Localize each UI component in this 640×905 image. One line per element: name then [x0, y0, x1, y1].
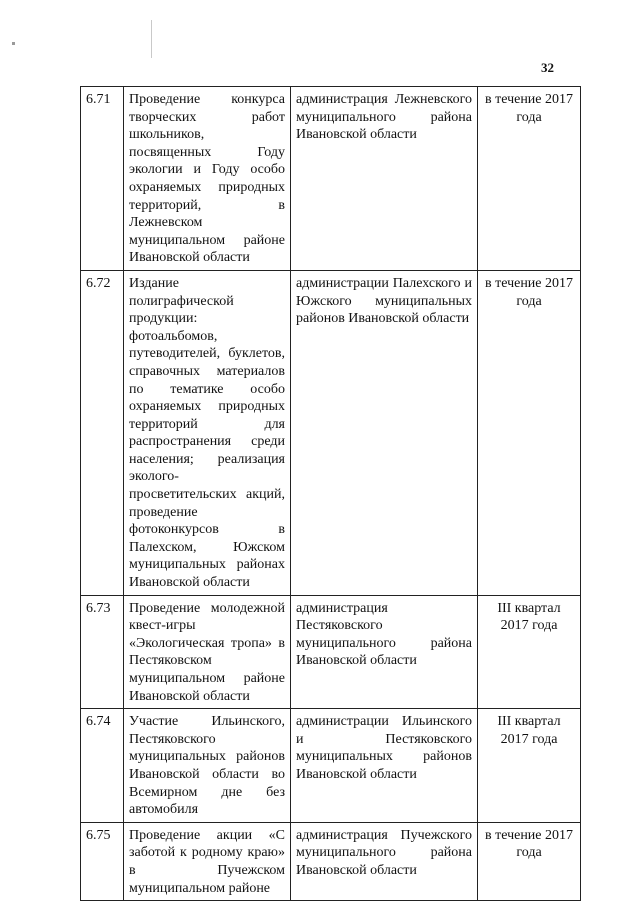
- executor: администрация Пучежского муниципального района Ивановской области: [291, 822, 478, 900]
- term: в течение 2017 года: [478, 270, 581, 595]
- executor: администрации Палехского и Южского муниципальных районов Ивановской области: [291, 270, 478, 595]
- term: III квартал 2017 года: [478, 595, 581, 709]
- scan-dot: [12, 42, 15, 45]
- table-row: [81, 595, 581, 709]
- table-row: [81, 87, 581, 271]
- scan-line: [151, 20, 152, 58]
- executor: администрация Пестяковского муниципального района Ивановской области: [291, 595, 478, 709]
- executor: администрации Ильинского и Пестяковского муниципальных районов Ивановской области: [291, 709, 478, 823]
- event-description: Участие Ильинского, Пестяковского муниципальных районов Ивановской области во Всемирном дне без автомобиля: [124, 709, 291, 823]
- term: в течение 2017 года: [478, 87, 581, 271]
- events-table: [80, 86, 581, 901]
- event-description: Издание полиграфической продукции: фотоальбомов, путеводителей, буклетов, справочных материалов по тематике особо охраняемых природных территорий для распространения среди населения; реализация эколого-просветительских акций, проведение фотоконкурсов в Палехском, Южском муниципальных районах Ивановской области: [124, 270, 291, 595]
- row-number: 6.74: [81, 709, 124, 823]
- row-number: 6.72: [81, 270, 124, 595]
- row-number: 6.71: [81, 87, 124, 271]
- page-number: 32: [541, 60, 554, 75]
- executor: администрация Лежневского муниципального района Ивановской области: [291, 87, 478, 271]
- event-description: Проведение акции «С заботой к родному краю» в Пучежском муниципальном районе: [124, 822, 291, 900]
- term: III квартал 2017 года: [478, 709, 581, 823]
- row-number: 6.73: [81, 595, 124, 709]
- event-description: Проведение молодежной квест-игры «Экологическая тропа» в Пестяковском муниципальном районе Ивановской области: [124, 595, 291, 709]
- table-row: [81, 822, 581, 900]
- table-row: [81, 270, 581, 595]
- term: в течение 2017 года: [478, 822, 581, 900]
- event-description: Проведение конкурса творческих работ школьников, посвященных Году экологии и Году особо охраняемых природных территорий, в Лежневском муниципальном районе Ивановской области: [124, 87, 291, 271]
- table-row: [81, 709, 581, 823]
- row-number: 6.75: [81, 822, 124, 900]
